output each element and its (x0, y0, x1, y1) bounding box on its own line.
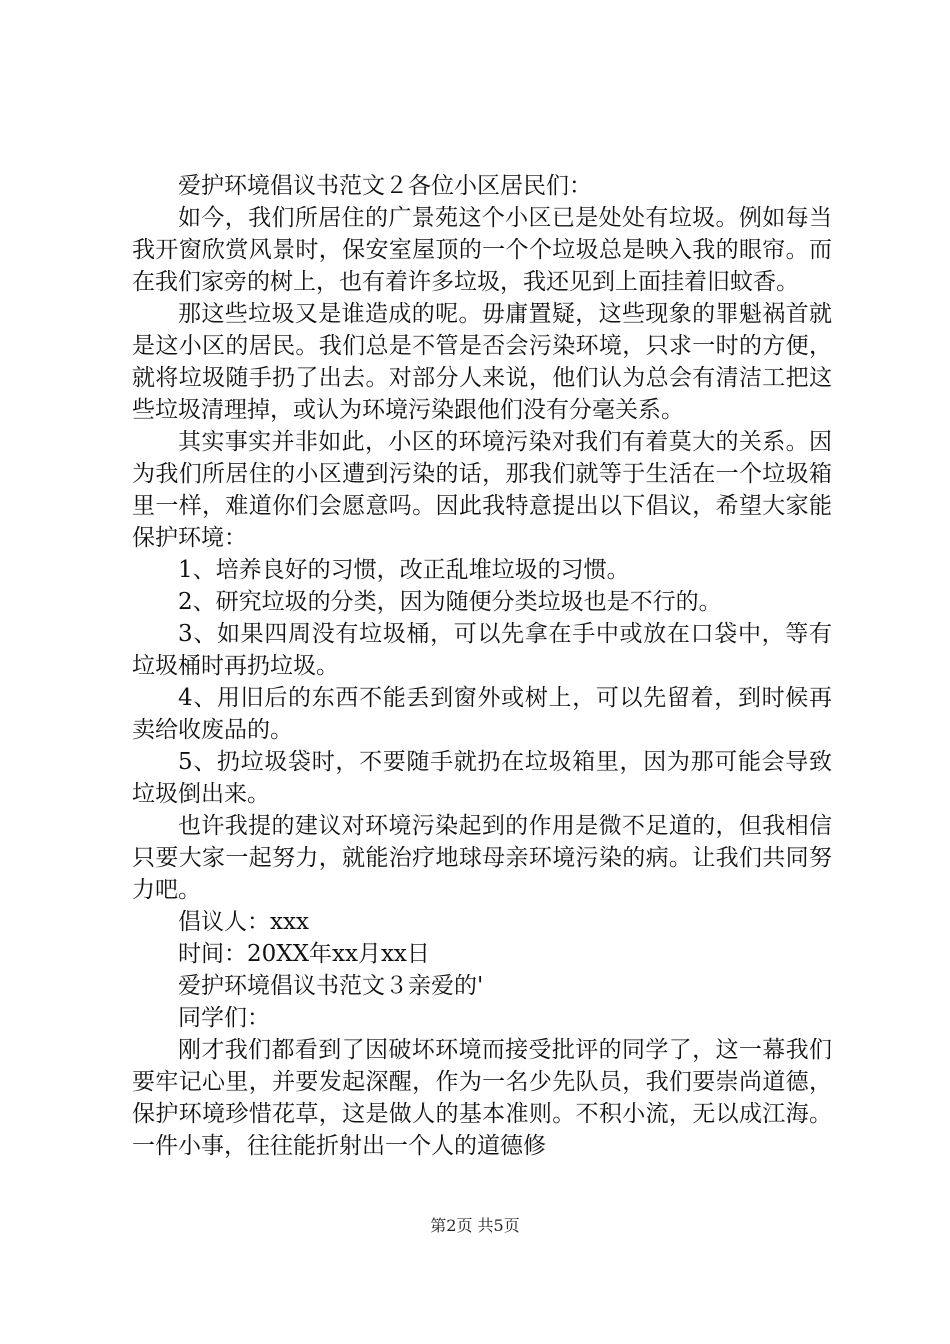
paragraph-body: 刚才我们都看到了因破坏环境而接受批评的同学了，这一幕我们要牢记心里，并要发起深醒，作为一名少先队员，我们要崇尚道德，保护环境珍惜花草，这是做人的基本准则。不积小流，无以成江海。一件小事，往往能折射出一个人的道德修 (132, 1037, 832, 1159)
list-item: 1、培养良好的习惯，改正乱堆垃圾的习惯。 (178, 557, 630, 583)
paragraph-body: 如今，我们所居住的广景苑这个小区已是处处有垃圾。例如每当我开窗欣赏风景时，保安室屋顶的一个个垃圾总是映入我的眼帘。而在我们家旁的树上，也有着许多垃圾，我还见到上面挂着旧蚊香。 (132, 205, 832, 295)
paragraph-body: 那这些垃圾又是谁造成的呢。毋庸置疑，这些现象的罪魁祸首就是这小区的居民。我们总是不管是否会污染环境，只求一时的方便，就将垃圾随手扔了出去。对部分人来说，他们认为总会有清洁工把这些垃圾清理掉，或认为环境污染跟他们没有分毫关系。 (132, 301, 832, 423)
paragraph-heading-3: 爱护环境倡议书范文３亲爱的' (178, 973, 484, 999)
document-body (132, 170, 832, 1162)
paragraph-heading-2: 爱护环境倡议书范文２各位小区居民们： (178, 173, 592, 199)
list-item: 2、研究垃圾的分类，因为随便分类垃圾也是不行的。 (178, 589, 722, 615)
list-item: 3、如果四周没有垃圾桶，可以先拿在手中或放在口袋中，等有垃圾桶时再扔垃圾。 (132, 621, 832, 679)
page-number-footer: 第2页 共5页 (430, 1216, 520, 1235)
date-line: 时间：20XX年xx月xx日 (178, 941, 430, 967)
list-item: 4、用旧后的东西不能丢到窗外或树上，可以先留着，到时候再卖给收废品的。 (132, 685, 832, 743)
list-item: 5、扔垃圾袋时，不要随手就扔在垃圾箱里，因为那可能会导致垃圾倒出来。 (132, 749, 832, 807)
salutation: 同学们： (178, 1005, 270, 1031)
paragraph-body: 其实事实并非如此，小区的环境污染对我们有着莫大的关系。因为我们所居住的小区遭到污染的话，那我们就等于生活在一个垃圾箱里一样，难道你们会愿意吗。因此我特意提出以下倡议，希望大家能保护环境： (132, 429, 832, 551)
paragraph-body: 也许我提的建议对环境污染起到的作用是微不足道的，但我相信只要大家一起努力，就能治疗地球母亲环境污染的病。让我们共同努力吧。 (132, 813, 832, 903)
signature-line: 倡议人：xxx (178, 909, 309, 935)
